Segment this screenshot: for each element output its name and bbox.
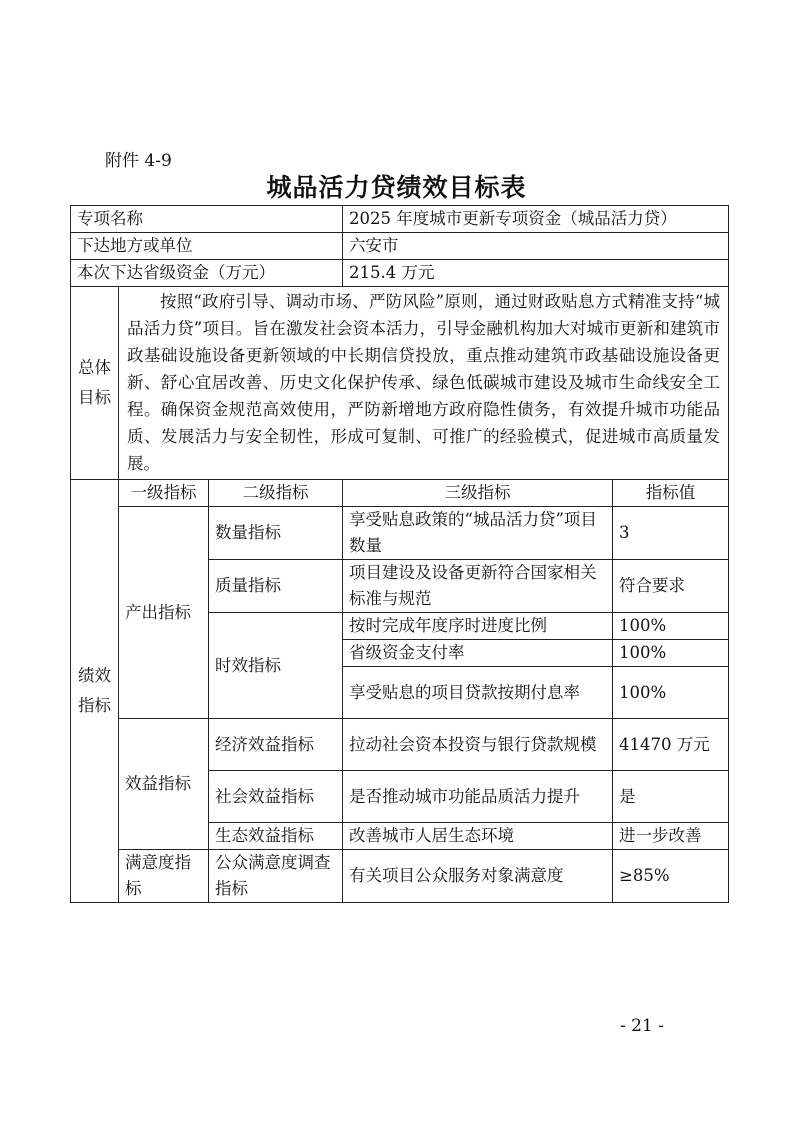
page-title: 城品活力贷绩效目标表: [266, 173, 527, 202]
table-row: [71, 507, 729, 560]
info-value: 2025 年度城市更新专项资金（城品活力贷）: [343, 206, 729, 233]
performance-target-table: [70, 205, 729, 903]
indicator-cell: 有关项目公众服务对象满意度: [343, 850, 613, 903]
value-cell: 进一步改善: [613, 823, 729, 850]
header-level2: 二级指标: [209, 480, 343, 507]
level2-cell: 经济效益指标: [209, 719, 343, 771]
goal-text: 按照“政府引导、调动市场、严防风险”原则，通过财政贴息方式精准支持“城品活力贷”项目。旨在激发社会资本活力，引导金融机构加大对城市更新和建筑市政基础设施设备更新领域的中长期信贷投放，重点推动建筑市政基础设施设备更新、舒心宜居改善、历史文化保护传承、绿色低碳城市建设及城市生命线安全工程。确保资金规范高效使用，严防新增地方政府隐性债务，有效提升城市功能品质、发展活力与安全韧性，形成可复制、可推广的经验模式，促进城市高质量发展。: [119, 287, 729, 480]
indicator-cell: 是否推动城市功能品质活力提升: [343, 771, 613, 823]
perf-label: 绩效指标: [71, 480, 119, 903]
indicator-cell: 省级资金支付率: [343, 640, 613, 667]
level2-cell: 生态效益指标: [209, 823, 343, 850]
value-cell: 41470 万元: [613, 719, 729, 771]
indicator-cell: 按时完成年度序时进度比例: [343, 613, 613, 640]
level1-cell: 满意度指标: [119, 850, 209, 903]
value-cell: ≥85%: [613, 850, 729, 903]
info-value: 六安市: [343, 233, 729, 260]
indicator-cell: 享受贴息政策的“城品活力贷”项目数量: [343, 507, 613, 560]
header-level1: 一级指标: [119, 480, 209, 507]
value-cell: 是: [613, 771, 729, 823]
value-cell: 100%: [613, 613, 729, 640]
indicator-cell: 项目建设及设备更新符合国家相关标准与规范: [343, 560, 613, 613]
value-cell: 100%: [613, 667, 729, 719]
level2-cell: 公众满意度调查指标: [209, 850, 343, 903]
level2-cell: 质量指标: [209, 560, 343, 613]
value-cell: 符合要求: [613, 560, 729, 613]
header-level3: 三级指标: [343, 480, 613, 507]
info-label: 专项名称: [71, 206, 343, 233]
level1-cell: 效益指标: [119, 719, 209, 850]
indicator-cell: 享受贴息的项目贷款按期付息率: [343, 667, 613, 719]
table-row: [71, 719, 729, 771]
goal-row: [71, 287, 729, 480]
info-row: [71, 260, 729, 287]
header-row: [71, 480, 729, 507]
info-value: 215.4 万元: [343, 260, 729, 287]
goal-label: 总体目标: [71, 287, 119, 480]
level2-cell: 数量指标: [209, 507, 343, 560]
level1-cell: 产出指标: [119, 507, 209, 719]
indicator-cell: 拉动社会资本投资与银行贷款规模: [343, 719, 613, 771]
value-cell: 100%: [613, 640, 729, 667]
page-number: - 21 -: [620, 1016, 664, 1036]
table-row: [71, 850, 729, 903]
value-cell: 3: [613, 507, 729, 560]
indicator-cell: 改善城市人居生态环境: [343, 823, 613, 850]
attachment-label: 附件 4-9: [105, 151, 172, 171]
info-label: 本次下达省级资金（万元）: [71, 260, 343, 287]
info-row: [71, 206, 729, 233]
header-value: 指标值: [613, 480, 729, 507]
info-label: 下达地方或单位: [71, 233, 343, 260]
level2-cell: 社会效益指标: [209, 771, 343, 823]
info-row: [71, 233, 729, 260]
level2-cell: 时效指标: [209, 613, 343, 719]
